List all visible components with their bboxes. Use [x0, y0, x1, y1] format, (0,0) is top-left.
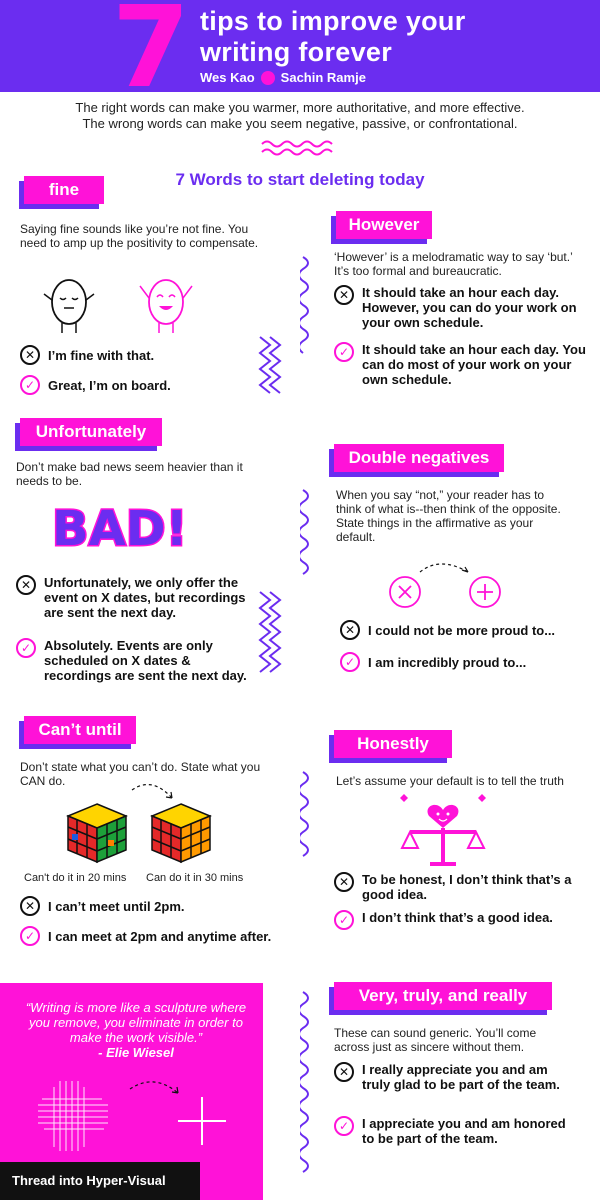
title-line-1: tips to improve your	[200, 6, 466, 36]
however-good-example: ✓ It should take an hour each day. You can do most of your work on your own schedule.	[334, 342, 592, 387]
x-circle-icon: ✕	[334, 285, 354, 305]
heart-icon	[261, 71, 275, 85]
unfortunately-good-example: ✓ Absolutely. Events are only scheduled on X dates & recordings are sent the next day.	[16, 638, 252, 683]
x-circle-icon: ✕	[20, 896, 40, 916]
caption-cant: Can't do it in 20 mins	[24, 872, 127, 884]
x-circle-icon: ✕	[334, 1062, 354, 1082]
check-circle-icon: ✓	[20, 375, 40, 395]
dashed-arrow-icon	[130, 780, 176, 804]
tag-fine: fine	[24, 176, 104, 204]
author-1: Wes Kao	[200, 70, 255, 85]
intro-line-2: The wrong words can make you seem negative, passive, or confrontational.	[82, 116, 518, 131]
intro	[20, 100, 580, 132]
tag-unfortunately: Unfortunately	[20, 418, 162, 446]
title-line-2: writing forever	[200, 37, 393, 67]
heart-scale-icon	[398, 792, 488, 872]
quote	[16, 1000, 256, 1060]
bad-art-text: BAD!	[52, 501, 188, 557]
very-bad-example: ✕ I really appreciate you and am truly glad to be part of the team.	[334, 1062, 574, 1092]
author-2: Sachin Ramje	[280, 70, 366, 85]
header	[0, 0, 600, 92]
check-circle-icon: ✓	[340, 652, 360, 672]
x-circle-icon: ✕	[334, 872, 354, 892]
check-circle-icon: ✓	[334, 342, 354, 362]
egg-neutral-icon	[36, 272, 102, 338]
double-negatives-description: When you say “not,” your reader has to think of what is--then think of the opposite. State things in the affirmative as your default.	[336, 488, 561, 544]
quote-author: - Elie Wiesel	[98, 1045, 174, 1060]
cant-until-good-example: ✓ I can meet at 2pm and anytime after.	[20, 926, 278, 946]
bad-art-icon	[44, 495, 224, 557]
egg-happy-icon	[130, 270, 202, 338]
double-negatives-good-example: ✓ I am incredibly proud to...	[340, 652, 590, 672]
section-title: 7 Words to start deleting today	[175, 170, 425, 189]
check-circle-icon: ✓	[334, 1116, 354, 1136]
quote-text: “Writing is more like a sculpture where you remove, you eliminate in order to make the work visible.”	[25, 1000, 247, 1045]
zigzag-decoration-icon	[300, 255, 316, 365]
fine-bad-example: ✕ I’m fine with that.	[20, 345, 250, 365]
tag-very-truly-really: Very, truly, and really	[334, 982, 552, 1010]
authors	[200, 70, 366, 85]
zigzag-decoration-icon	[300, 770, 316, 870]
unfortunately-bad-example: ✕ Unfortunately, we only offer the event on X dates, but recordings are sent the next day.	[16, 575, 252, 620]
double-negatives-bad-example: ✕ I could not be more proud to...	[340, 620, 590, 640]
honestly-description: Let’s assume your default is to tell the truth	[336, 774, 564, 788]
scribble-to-cross-icon	[30, 1075, 250, 1155]
fine-description: Saying fine sounds like you’re not fine. You need to amp up the positivity to compensate.	[20, 222, 259, 250]
fine-good-example: ✓ Great, I’m on board.	[20, 375, 250, 395]
rubik-cube-icon	[62, 800, 132, 866]
honestly-good-example: ✓ I don’t think that’s a good idea.	[334, 910, 574, 930]
tag-double-negatives: Double negatives	[334, 444, 504, 472]
intro-line-1: The right words can make you warmer, more authoritative, and more effective.	[75, 100, 525, 115]
x-circle-icon: ✕	[340, 620, 360, 640]
tag-honestly: Honestly	[334, 730, 452, 758]
unfortunately-description: Don’t make bad news seem heavier than it needs to be.	[16, 460, 243, 488]
however-description: ‘However’ is a melodramatic way to say ‘but.’ It’s too formal and bureaucratic.	[334, 250, 573, 278]
very-good-example: ✓ I appreciate you and am honored to be part of the team.	[334, 1116, 574, 1146]
tag-cant-until: Can’t until	[24, 716, 136, 744]
rubik-cube-solved-icon	[146, 800, 216, 866]
zigzag-decoration-icon	[300, 990, 316, 1180]
check-circle-icon: ✓	[16, 638, 36, 658]
check-circle-icon: ✓	[334, 910, 354, 930]
minus-plus-icon	[385, 560, 505, 612]
wave-divider-icon	[260, 138, 340, 158]
caption-can: Can do it in 30 mins	[146, 872, 244, 884]
cant-until-bad-example: ✕ I can’t meet until 2pm.	[20, 896, 270, 916]
zigzag-decoration-icon	[258, 590, 284, 680]
tag-however: However	[336, 211, 432, 239]
cant-until-description: Don’t state what you can’t do. State what you CAN do.	[20, 760, 261, 788]
zigzag-decoration-icon	[300, 488, 316, 588]
zigzag-decoration-icon	[258, 335, 284, 405]
x-circle-icon: ✕	[16, 575, 36, 595]
however-bad-example: ✕ It should take an hour each day. However, you can do your work on your own schedule.	[334, 285, 592, 330]
x-circle-icon: ✕	[20, 345, 40, 365]
footer-bar: Thread into Hyper-Visual	[0, 1162, 200, 1200]
honestly-bad-example: ✕ To be honest, I don’t think that’s a good idea.	[334, 872, 574, 902]
very-description: These can sound generic. You’ll come across just as sincere without them.	[334, 1026, 537, 1054]
big-seven: 7	[112, 0, 190, 92]
check-circle-icon: ✓	[20, 926, 40, 946]
